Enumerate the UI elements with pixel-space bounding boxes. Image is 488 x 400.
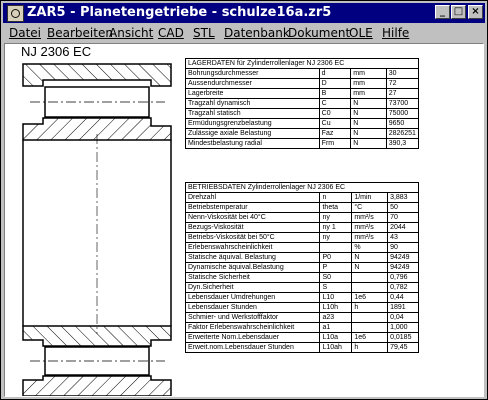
table-cell: mm²/s bbox=[352, 213, 388, 223]
table-cell: 1891 bbox=[388, 303, 419, 313]
menu-bearbeiten[interactable]: Bearbeiten bbox=[47, 26, 113, 40]
minimize-button[interactable]: _ bbox=[435, 5, 450, 19]
table-cell: D bbox=[319, 79, 351, 89]
table-cell: C0 bbox=[319, 109, 351, 119]
table-cell: h bbox=[352, 343, 388, 353]
window-title: ZAR5 - Planetengetriebe - schulze16a.zr5 bbox=[27, 5, 332, 20]
roller-top bbox=[30, 87, 165, 117]
table-row bbox=[186, 283, 419, 293]
table-cell: 0,44 bbox=[388, 293, 419, 303]
table-cell: Mindestbelastung radial bbox=[186, 139, 320, 149]
table-cell: B bbox=[319, 89, 351, 99]
table-row bbox=[186, 129, 419, 139]
table-cell: Erlebenswahrscheinlichkeit bbox=[186, 243, 320, 253]
table-cell: 2044 bbox=[388, 223, 419, 233]
table-cell: mm²/s bbox=[352, 233, 388, 243]
table-row bbox=[186, 193, 419, 203]
table-cell: 0,0185 bbox=[388, 333, 419, 343]
menu-ole[interactable]: OLE bbox=[349, 26, 373, 40]
table-row bbox=[186, 233, 419, 243]
table-cell: N bbox=[351, 99, 386, 109]
table-cell: 0,04 bbox=[388, 313, 419, 323]
table-cell: 79,45 bbox=[388, 343, 419, 353]
table-cell: mm²/s bbox=[352, 223, 388, 233]
table-cell: 1e6 bbox=[352, 293, 388, 303]
lagerdaten-header: LAGERDATEN für Zylinderrollenlager NJ 2306 EC bbox=[186, 59, 419, 69]
table-cell: °C bbox=[352, 203, 388, 213]
table-row bbox=[186, 139, 419, 149]
table-row bbox=[186, 243, 419, 253]
table-cell: Tragzahl statisch bbox=[186, 109, 320, 119]
table-cell: P bbox=[320, 263, 352, 273]
app-icon[interactable] bbox=[7, 5, 24, 22]
table-cell: Erweit.nom.Lebensdauer Stunden bbox=[186, 343, 320, 353]
table-cell: h bbox=[352, 303, 388, 313]
table-cell: 0,782 bbox=[388, 283, 419, 293]
table-row bbox=[186, 253, 419, 263]
table-cell: Betriebs-Viskosität bei 50°C bbox=[186, 233, 320, 243]
table-row bbox=[186, 263, 419, 273]
table-cell: 1,000 bbox=[388, 323, 419, 333]
table-cell bbox=[352, 273, 388, 283]
table-cell: 90 bbox=[388, 243, 419, 253]
table-cell: C bbox=[319, 99, 351, 109]
menu-cad[interactable]: CAD bbox=[158, 26, 184, 40]
table-cell: a1 bbox=[320, 323, 352, 333]
table-cell: Bohrungsdurchmesser bbox=[186, 69, 320, 79]
table-cell: N bbox=[352, 253, 388, 263]
table-cell: Lebensdauer Stunden bbox=[186, 303, 320, 313]
inner-ring-bottom bbox=[23, 326, 171, 346]
table-cell: ny bbox=[320, 213, 352, 223]
table-row bbox=[186, 303, 419, 313]
table-cell: Nenn-Viskosität bei 40°C bbox=[186, 213, 320, 223]
table-cell: S bbox=[320, 283, 352, 293]
table-cell: N bbox=[351, 109, 386, 119]
table-row bbox=[186, 109, 419, 119]
bore-lines bbox=[23, 134, 171, 334]
table-cell: P0 bbox=[320, 253, 352, 263]
menu-bar bbox=[3, 24, 485, 42]
table-cell: n bbox=[320, 193, 352, 203]
maximize-button[interactable]: □ bbox=[451, 5, 466, 19]
table-cell: L10a bbox=[320, 333, 352, 343]
table-cell: Zulässige axiale Belastung bbox=[186, 129, 320, 139]
menu-datei[interactable]: Datei bbox=[9, 26, 42, 40]
table-cell: Tragzahl dynamisch bbox=[186, 99, 320, 109]
table-cell: Statische Sicherheit bbox=[186, 273, 320, 283]
table-row bbox=[186, 343, 419, 353]
table-cell: 70 bbox=[388, 213, 419, 223]
table-cell: Frm bbox=[319, 139, 351, 149]
table-cell: 43 bbox=[388, 233, 419, 243]
table-cell: % bbox=[352, 243, 388, 253]
table-row bbox=[186, 313, 419, 323]
table-row bbox=[186, 89, 419, 99]
table-cell bbox=[352, 323, 388, 333]
table-cell: Aussendurchmesser bbox=[186, 79, 320, 89]
table-cell: 30 bbox=[386, 69, 418, 79]
table-row bbox=[186, 99, 419, 109]
table-cell bbox=[352, 313, 388, 323]
table-cell: Ermüdungsgrenzbelastung bbox=[186, 119, 320, 129]
table-cell: mm bbox=[351, 69, 386, 79]
table-cell: 27 bbox=[386, 89, 418, 99]
table-row bbox=[186, 213, 419, 223]
table-cell: 72 bbox=[386, 79, 418, 89]
table-cell: Erweiterte Nom.Lebensdauer bbox=[186, 333, 320, 343]
title-bar[interactable] bbox=[3, 3, 485, 23]
table-cell: L10ah bbox=[320, 343, 352, 353]
table-cell: Schmier- und Werkstofffaktor bbox=[186, 313, 320, 323]
table-cell: Lebensdauer Umdrehungen bbox=[186, 293, 320, 303]
table-row bbox=[186, 293, 419, 303]
table-cell: 0,796 bbox=[388, 273, 419, 283]
table-cell: ny bbox=[320, 233, 352, 243]
table-cell: L10h bbox=[320, 303, 352, 313]
table-row bbox=[186, 323, 419, 333]
betriebsdaten-table bbox=[185, 182, 419, 353]
table-row bbox=[186, 79, 419, 89]
table-cell bbox=[352, 283, 388, 293]
table-cell: d bbox=[319, 69, 351, 79]
table-cell: 94249 bbox=[388, 263, 419, 273]
outer-ring-bottom bbox=[23, 376, 171, 396]
menu-stl[interactable]: STL bbox=[193, 26, 215, 40]
document-area[interactable] bbox=[4, 43, 484, 397]
table-cell: S0 bbox=[320, 273, 352, 283]
table-row bbox=[186, 119, 419, 129]
table-cell: ny 1 bbox=[320, 223, 352, 233]
table-cell: Lagerbreite bbox=[186, 89, 320, 99]
table-cell: Betriebstemperatur bbox=[186, 203, 320, 213]
drawing-label: NJ 2306 EC bbox=[21, 44, 92, 59]
table-row bbox=[186, 69, 419, 79]
menu-hilfe[interactable]: Hilfe bbox=[382, 26, 410, 40]
table-cell: 75000 bbox=[386, 109, 418, 119]
lagerdaten-table bbox=[185, 58, 419, 149]
table-cell: L10 bbox=[320, 293, 352, 303]
table-cell: 2826251 bbox=[386, 129, 418, 139]
table-cell: Dyn.Sicherheit bbox=[186, 283, 320, 293]
table-cell: Statische äquival. Belastung bbox=[186, 253, 320, 263]
table-cell: a23 bbox=[320, 313, 352, 323]
menu-datenbank[interactable]: Datenbank bbox=[224, 26, 290, 40]
table-row bbox=[186, 203, 419, 213]
table-cell: 1/min bbox=[352, 193, 388, 203]
table-cell: mm bbox=[351, 89, 386, 99]
table-cell: Bezugs-Viskosität bbox=[186, 223, 320, 233]
table-cell: N bbox=[352, 263, 388, 273]
table-cell: 73700 bbox=[386, 99, 418, 109]
table-cell: 94249 bbox=[388, 253, 419, 263]
bearing-drawing bbox=[5, 44, 185, 396]
outer-ring-top bbox=[23, 64, 171, 86]
table-cell: 50 bbox=[388, 203, 419, 213]
table-cell: 1e6 bbox=[352, 333, 388, 343]
table-cell: Faz bbox=[319, 129, 351, 139]
table-cell bbox=[320, 243, 352, 253]
table-cell: mm bbox=[351, 79, 386, 89]
table-row bbox=[186, 273, 419, 283]
betriebsdaten-header: BETRIEBSDATEN Zylinderrollenlager NJ 2306 EC bbox=[186, 183, 419, 193]
table-cell: N bbox=[351, 139, 386, 149]
table-cell: 9650 bbox=[386, 119, 418, 129]
table-cell: Faktor Erlebenswahrscheinlichkeit bbox=[186, 323, 320, 333]
table-cell: Drehzahl bbox=[186, 193, 320, 203]
table-cell: N bbox=[351, 119, 386, 129]
menu-ansicht[interactable]: Ansicht bbox=[109, 26, 154, 40]
table-cell: Cu bbox=[319, 119, 351, 129]
table-row bbox=[186, 333, 419, 343]
close-button[interactable]: × bbox=[468, 5, 483, 19]
roller-bottom bbox=[30, 347, 165, 375]
table-cell: 3,883 bbox=[388, 193, 419, 203]
table-cell: Dynamische äquival.Belastung bbox=[186, 263, 320, 273]
table-row bbox=[186, 223, 419, 233]
table-cell: theta bbox=[320, 203, 352, 213]
table-cell: 390,3 bbox=[386, 139, 418, 149]
menu-dokument[interactable]: Dokument bbox=[288, 26, 351, 40]
table-cell: N bbox=[351, 129, 386, 139]
